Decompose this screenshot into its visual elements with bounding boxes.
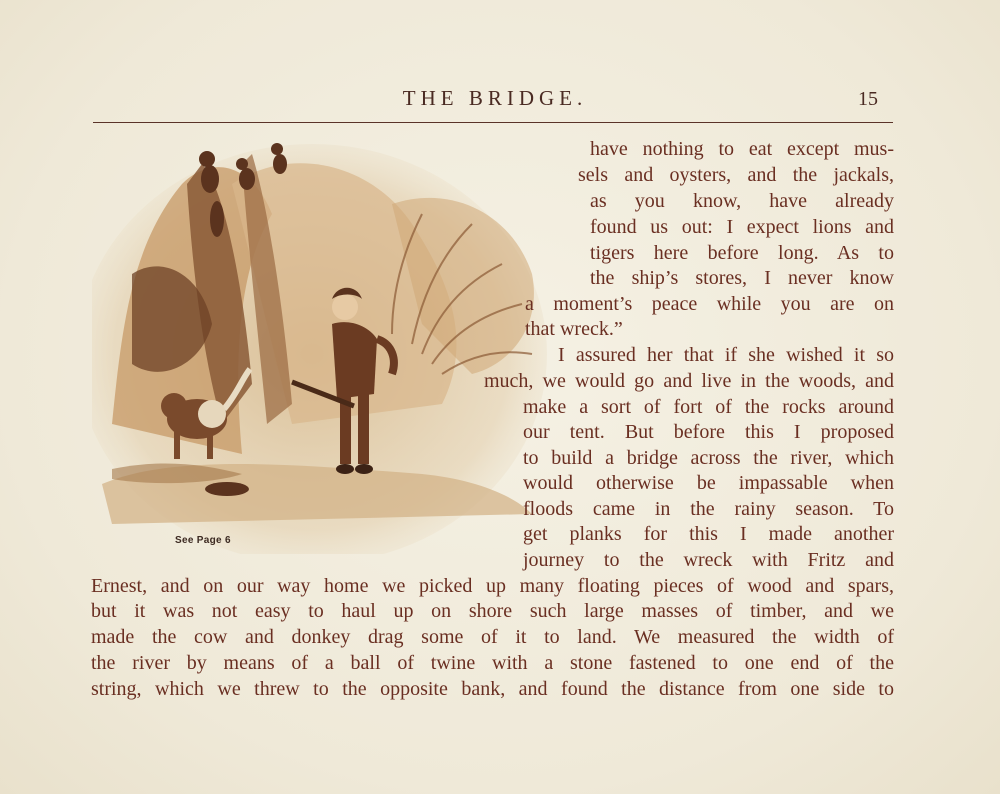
- text-line: our tent. But before this I proposed: [523, 421, 894, 443]
- text-line: string, which we threw to the opposite bank, and found the distance from one side to: [91, 678, 894, 700]
- text-line: as you know, have already: [590, 190, 894, 212]
- page-number: 15: [858, 88, 878, 110]
- animal-on-ground: [205, 482, 249, 496]
- text-line: make a sort of fort of the rocks around: [523, 396, 894, 418]
- text-line: that wreck.”: [525, 318, 623, 340]
- text-line: floods came in the rainy season. To: [523, 498, 894, 520]
- text-line: a moment’s peace while you are on: [525, 293, 894, 315]
- running-title: THE BRIDGE.: [402, 86, 588, 110]
- text-line: would otherwise be impassable when: [523, 472, 894, 494]
- text-line: Ernest, and on our way home we picked up many floating pieces of wood and spars,: [91, 575, 894, 597]
- text-line: made the cow and donkey drag some of it to land. We measured the width of: [91, 626, 894, 648]
- text-line: journey to the wreck with Fritz and: [523, 549, 894, 571]
- text-line: I assured her that if she wished it so: [558, 344, 894, 366]
- text-line: get planks for this I made another: [523, 523, 894, 545]
- text-line: sels and oysters, and the jackals,: [578, 164, 894, 186]
- text-line: have nothing to eat except mus-: [590, 138, 894, 160]
- text-line: found us out: I expect lions and: [590, 216, 894, 238]
- illustration-boy-dog-monkeys: [92, 124, 562, 554]
- text-line: the ship’s stores, I never know: [590, 267, 894, 289]
- text-line: but it was not easy to haul up on shore such large masses of timber, and we: [91, 600, 894, 622]
- illustration-caption: See Page 6: [175, 535, 231, 546]
- text-line: tigers here before long. As to: [590, 242, 894, 264]
- header-rule: [93, 122, 893, 123]
- text-line: much, we would go and live in the woods, and: [484, 370, 894, 392]
- text-line: to build a bridge across the river, which: [523, 447, 894, 469]
- text-line: the river by means of a ball of twine with a stone fastened to one end of the: [91, 652, 894, 674]
